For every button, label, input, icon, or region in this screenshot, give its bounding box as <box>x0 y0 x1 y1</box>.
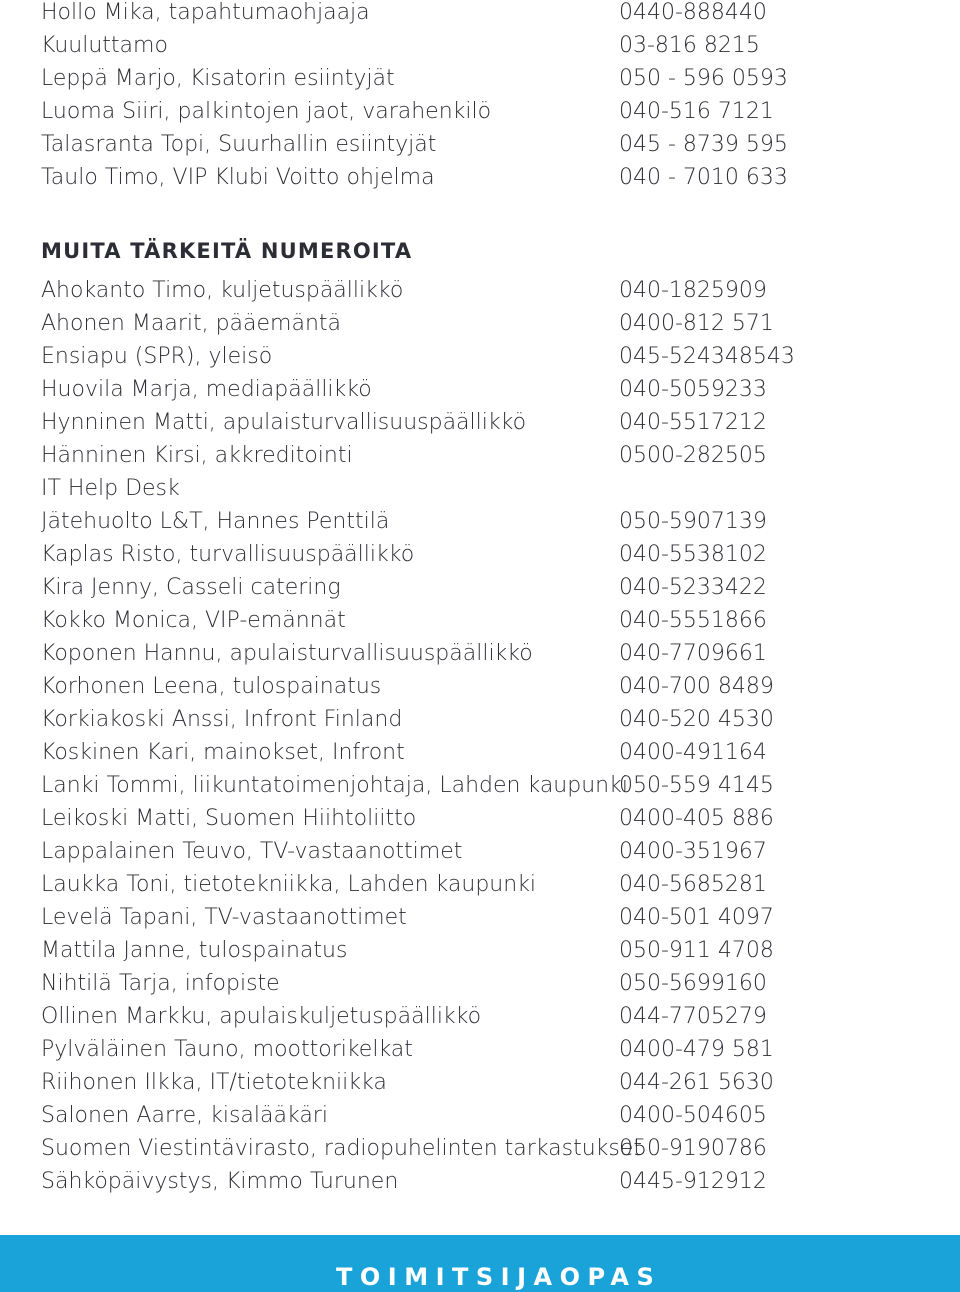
contact-phone: 045-524348543 <box>619 344 795 369</box>
contact-list-other-numbers <box>41 274 921 1198</box>
contact-name: Nihtilä Tarja, infopiste <box>41 971 280 996</box>
contact-name: Mattila Janne, tulospainatus <box>41 938 348 963</box>
contact-row <box>41 1066 921 1099</box>
contact-row <box>41 274 921 307</box>
contact-phone: 050-559 4145 <box>619 773 774 798</box>
contact-name: Ahonen Maarit, pääemäntä <box>41 311 342 336</box>
contact-row <box>41 406 921 439</box>
contact-phone: 0400-812 571 <box>619 311 774 336</box>
contact-phone: 044-261 5630 <box>619 1070 774 1095</box>
contact-row <box>41 703 921 736</box>
contact-name: Korkiakoski Anssi, Infront Finland <box>41 707 403 732</box>
contact-name: Ollinen Markku, apulaiskuljetuspäällikkö <box>41 1004 482 1029</box>
contact-phone: 044-7705279 <box>619 1004 767 1029</box>
contact-phone: 040-5233422 <box>619 575 767 600</box>
contact-phone: 0400-405 886 <box>619 806 774 831</box>
contact-row <box>41 967 921 1000</box>
contact-phone: 050 - 596 0593 <box>619 66 788 91</box>
contact-name: Talasranta Topi, Suurhallin esiintyjät <box>41 132 437 157</box>
contact-name: Levelä Tapani, TV-vastaanottimet <box>41 905 407 930</box>
contact-phone: 040-1825909 <box>619 278 767 303</box>
contact-phone: 03-816 8215 <box>619 33 760 58</box>
contact-name: Taulo Timo, VIP Klubi Voitto ohjelma <box>41 165 435 190</box>
contact-phone: 0500-282505 <box>619 443 767 468</box>
contact-name: Ahokanto Timo, kuljetuspäällikkö <box>41 278 404 303</box>
contact-phone: 0400-479 581 <box>619 1037 774 1062</box>
contact-phone: 040-5538102 <box>619 542 767 567</box>
contact-phone: 050-911 4708 <box>619 938 774 963</box>
contact-name: Korhonen Leena, tulospainatus <box>41 674 382 699</box>
contact-name: Kuuluttamo <box>41 33 168 58</box>
contact-name: Koskinen Kari, mainokset, Infront <box>41 740 405 765</box>
contact-row <box>41 901 921 934</box>
contact-name: Jätehuolto L&T, Hannes Penttilä <box>41 509 390 534</box>
contact-phone: 0445-912912 <box>619 1169 767 1194</box>
contact-row <box>41 62 921 95</box>
contact-phone: 050-5907139 <box>619 509 767 534</box>
contact-row <box>41 1165 921 1198</box>
contact-row <box>41 340 921 373</box>
contact-phone: 0400-504605 <box>619 1103 767 1128</box>
contact-name: Hynninen Matti, apulaisturvallisuuspäällikkö <box>41 410 527 435</box>
contact-row <box>41 161 921 194</box>
section-heading: MUITA TÄRKEITÄ NUMEROITA <box>41 239 413 263</box>
contact-name: Kaplas Risto, turvallisuuspäällikkö <box>41 542 415 567</box>
contact-phone: 040-5685281 <box>619 872 767 897</box>
contact-name: Kira Jenny, Casseli catering <box>41 575 341 600</box>
contact-list-top <box>41 0 921 194</box>
contact-row <box>41 769 921 802</box>
contact-name: Suomen Viestintävirasto, radiopuhelinten tarkastukset <box>41 1136 643 1161</box>
contact-row <box>41 835 921 868</box>
contact-name: Sähköpäivystys, Kimmo Turunen <box>41 1169 399 1194</box>
contact-name: Riihonen Ilkka, IT/tietotekniikka <box>41 1070 387 1095</box>
contact-row <box>41 571 921 604</box>
contact-name: Kokko Monica, VIP-emännät <box>41 608 346 633</box>
contact-phone: 0440-888440 <box>619 0 767 25</box>
contact-phone: 040-5517212 <box>619 410 767 435</box>
contact-phone: 040 - 7010 633 <box>619 165 788 190</box>
contact-phone: 045 - 8739 595 <box>619 132 788 157</box>
contact-phone: 0400-491164 <box>619 740 767 765</box>
contact-name: Salonen Aarre, kisalääkäri <box>41 1103 328 1128</box>
contact-row <box>41 307 921 340</box>
contact-name: Hollo Mika, tapahtumaohjaaja <box>41 0 370 25</box>
contact-name: Luoma Siiri, palkintojen jaot, varahenkilö <box>41 99 492 124</box>
contact-row <box>41 538 921 571</box>
contact-row <box>41 736 921 769</box>
contact-row <box>41 373 921 406</box>
contact-phone: 040-5059233 <box>619 377 767 402</box>
contact-phone: 0400-351967 <box>619 839 767 864</box>
contact-phone: 050-9190786 <box>619 1136 767 1161</box>
contact-row <box>41 1033 921 1066</box>
contact-phone: 040-700 8489 <box>619 674 774 699</box>
contact-name: Leppä Marjo, Kisatorin esiintyjät <box>41 66 395 91</box>
contact-phone: 040-516 7121 <box>619 99 774 124</box>
contact-name: IT Help Desk <box>41 476 180 501</box>
contact-name: Lappalainen Teuvo, TV-vastaanottimet <box>41 839 463 864</box>
contact-row <box>41 472 921 505</box>
contact-name: Pylväläinen Tauno, moottorikelkat <box>41 1037 413 1062</box>
contact-name: Laukka Toni, tietotekniikka, Lahden kaupunki <box>41 872 537 897</box>
contact-phone: 040-5551866 <box>619 608 767 633</box>
contact-phone: 050-5699160 <box>619 971 767 996</box>
contact-row <box>41 637 921 670</box>
contact-row <box>41 128 921 161</box>
contact-name: Ensiapu (SPR), yleisö <box>41 344 273 369</box>
contact-name: Leikoski Matti, Suomen Hiihtoliitto <box>41 806 417 831</box>
contact-row <box>41 1132 921 1165</box>
contact-row <box>41 1000 921 1033</box>
contact-name: Lanki Tommi, liikuntatoimenjohtaja, Lahden kaupunki <box>41 773 628 798</box>
contact-row <box>41 868 921 901</box>
contact-name: Koponen Hannu, apulaisturvallisuuspäällikkö <box>41 641 533 666</box>
footer-title: TOIMITSIJAOPAS <box>336 1263 662 1291</box>
contact-phone: 040-7709661 <box>619 641 767 666</box>
contact-row <box>41 505 921 538</box>
contact-row <box>41 604 921 637</box>
contact-row <box>41 439 921 472</box>
contact-row <box>41 934 921 967</box>
contact-row <box>41 95 921 128</box>
contact-name: Huovila Marja, mediapäällikkö <box>41 377 372 402</box>
contact-name: Hänninen Kirsi, akkreditointi <box>41 443 353 468</box>
contact-row <box>41 1099 921 1132</box>
contact-row <box>41 670 921 703</box>
contact-row <box>41 0 921 29</box>
contact-phone: 040-520 4530 <box>619 707 774 732</box>
contact-row <box>41 802 921 835</box>
contact-row <box>41 29 921 62</box>
contact-phone: 040-501 4097 <box>619 905 774 930</box>
